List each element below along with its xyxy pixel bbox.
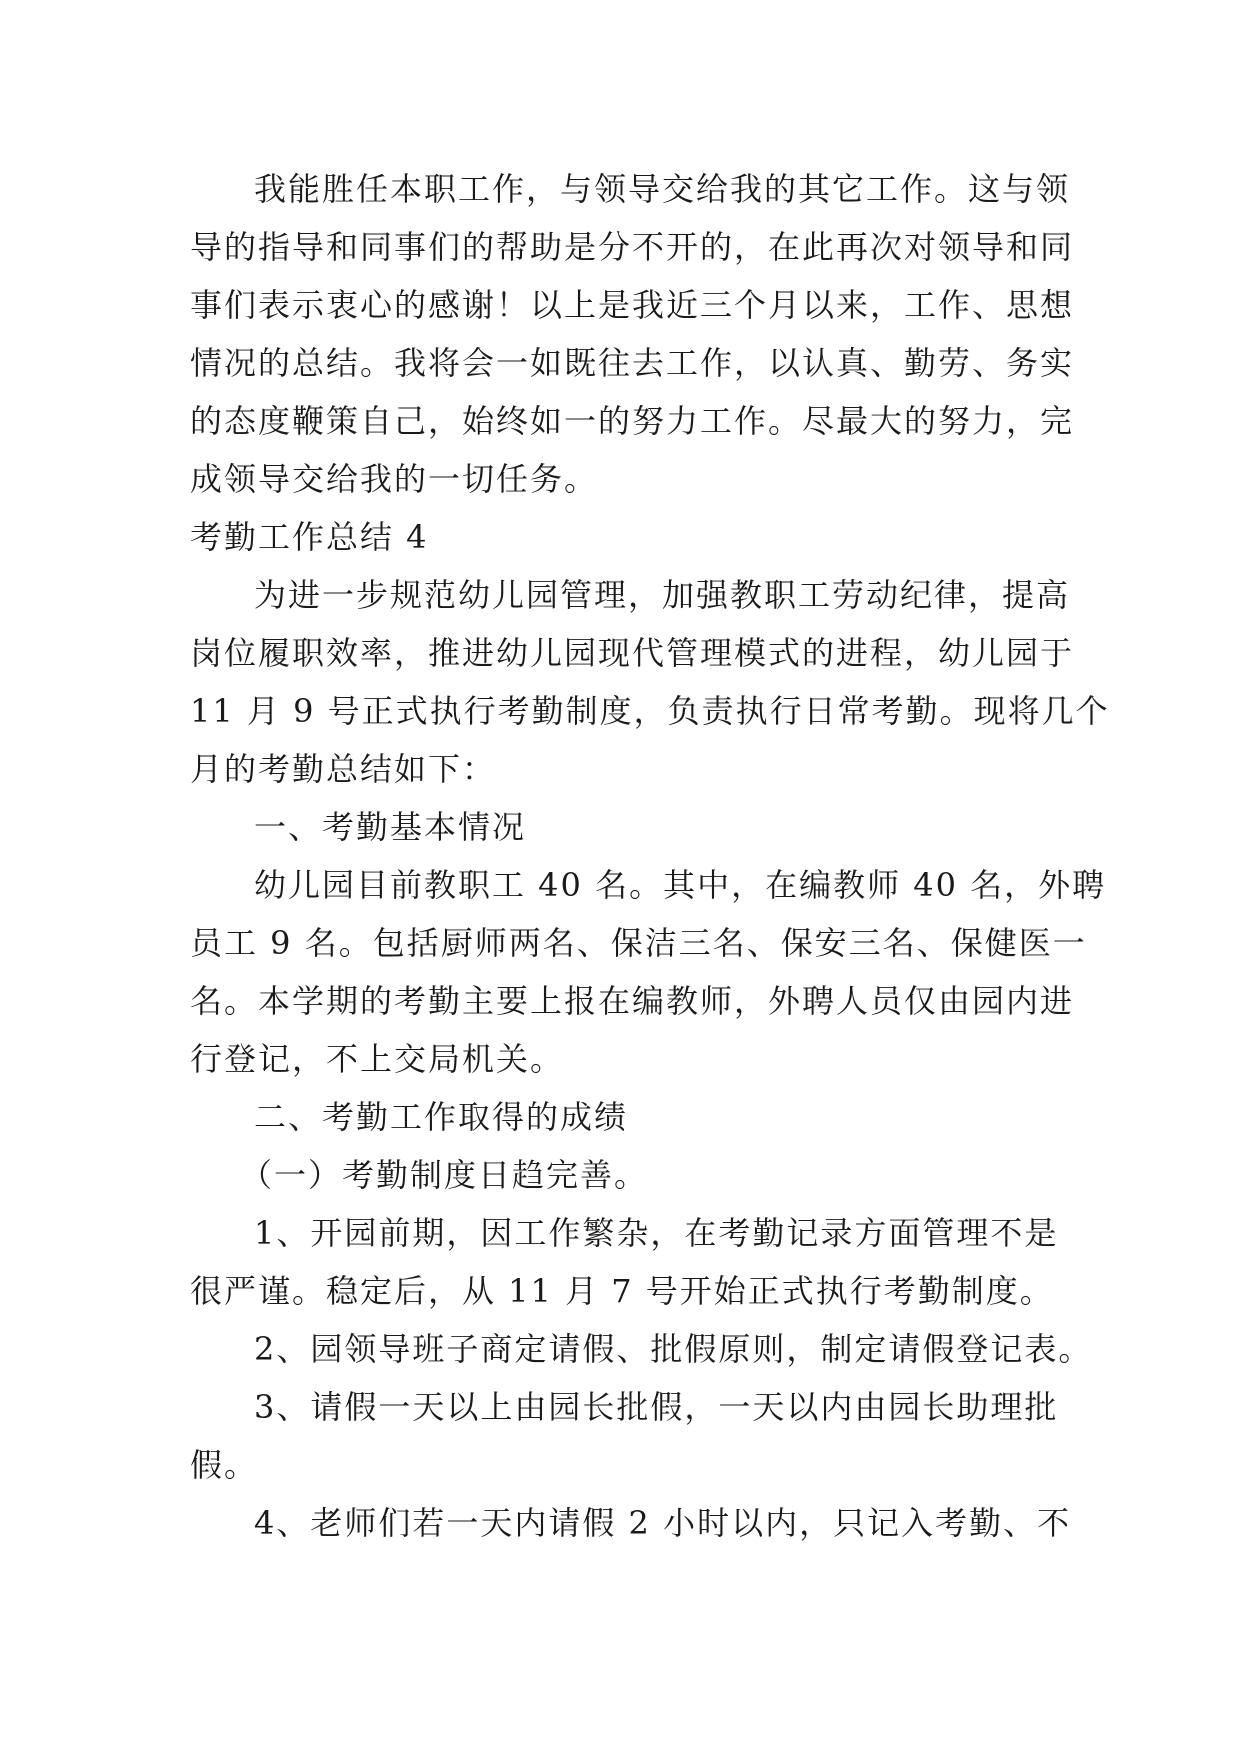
- paragraph-line: 假。: [190, 1446, 259, 1484]
- paragraph-line: 幼儿园目前教职工 40 名。其中，在编教师 40 名，外聘: [254, 866, 1107, 904]
- paragraph-line: 很严谨。稳定后，从 11 月 7 号开始正式执行考勤制度。: [190, 1272, 1054, 1310]
- paragraph-line: 成领导交给我的一切任务。: [190, 460, 599, 498]
- paragraph-line: 事们表示衷心的感谢！以上是我近三个月以来，工作、思想: [190, 286, 1075, 324]
- paragraph-line: 11 月 9 号正式执行考勤制度，负责执行日常考勤。现将几个: [190, 692, 1110, 730]
- paragraph-line: 名。本学期的考勤主要上报在编教师，外聘人员仅由园内进: [190, 982, 1075, 1020]
- paragraph-line: 导的指导和同事们的帮助是分不开的，在此再次对领导和同: [190, 228, 1075, 266]
- list-item: 1、开园前期，因工作繁杂，在考勤记录方面管理不是: [254, 1214, 1059, 1252]
- document-body: [190, 160, 1110, 1552]
- paragraph-line: 岗位履职效率，推进幼儿园现代管理模式的进程，幼儿园于: [190, 634, 1075, 672]
- section-heading: 考勤工作总结 4: [190, 518, 429, 556]
- list-item: 3、请假一天以上由园长批假，一天以内由园长助理批: [254, 1388, 1059, 1426]
- paragraph-line: 为进一步规范幼儿园管理，加强教职工劳动纪律，提高: [254, 576, 1071, 614]
- list-item: 2、园领导班子商定请假、批假原则，制定请假登记表。: [254, 1330, 1093, 1368]
- paragraph-line: 情况的总结。我将会一如既往去工作，以认真、勤劳、务实: [190, 344, 1075, 382]
- subheading: 二、考勤工作取得的成绩: [254, 1098, 629, 1136]
- list-item: 4、老师们若一天内请假 2 小时以内，只记入考勤、不: [254, 1504, 1072, 1542]
- subheading: 一、考勤基本情况: [254, 808, 527, 846]
- paragraph-line: 月的考勤总结如下：: [190, 750, 497, 788]
- paragraph-line: 员工 9 名。包括厨师两名、保洁三名、保安三名、保健医一: [190, 924, 1087, 962]
- paragraph-line: 行登记，不上交局机关。: [190, 1040, 565, 1078]
- subheading: （一）考勤制度日趋完善。: [240, 1156, 649, 1194]
- paragraph-line: 我能胜任本职工作，与领导交给我的其它工作。这与领: [254, 170, 1071, 208]
- paragraph-line: 的态度鞭策自己，始终如一的努力工作。尽最大的努力，完: [190, 402, 1075, 440]
